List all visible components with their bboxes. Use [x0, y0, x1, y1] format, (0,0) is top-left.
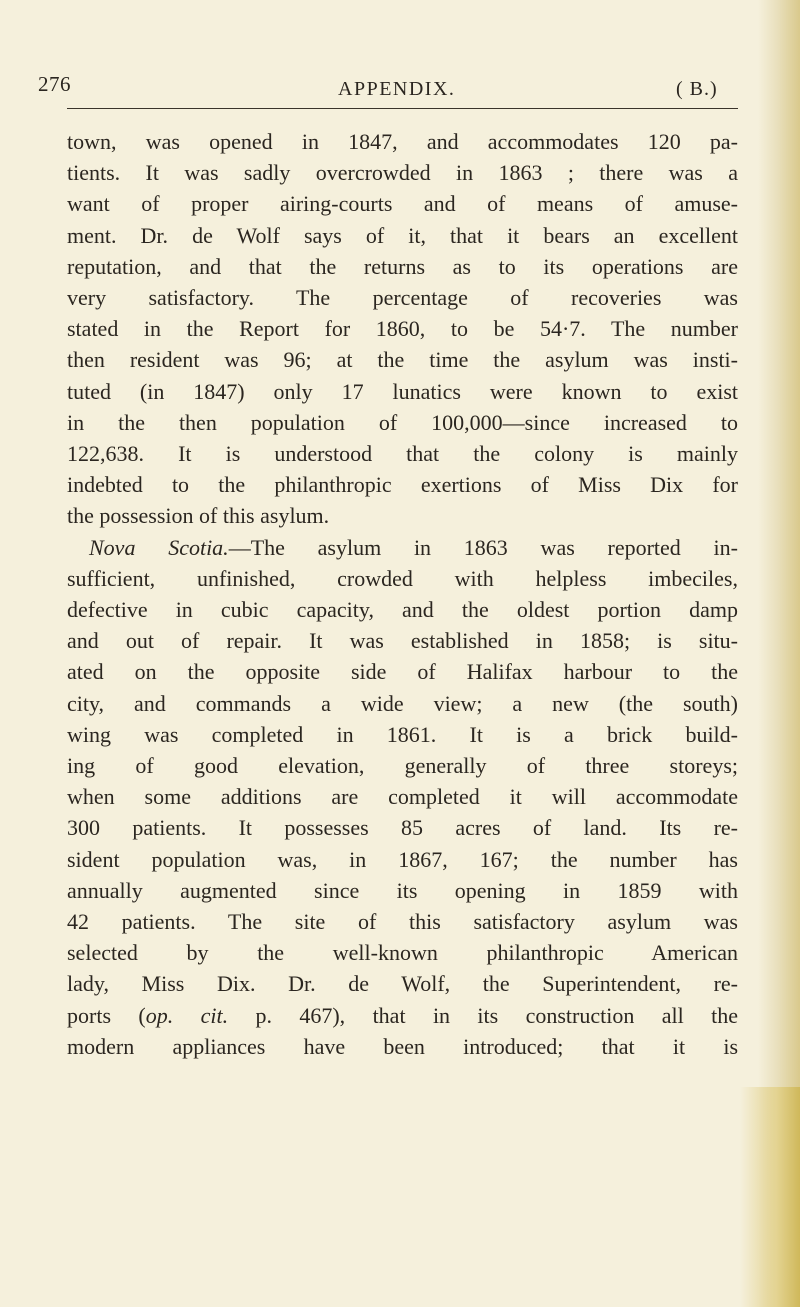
paragraph-1 — [67, 126, 738, 532]
text-line — [67, 532, 738, 563]
text-line: ing of good elevation, generally of three storeys; — [67, 753, 738, 779]
text-line: wing was completed in 1861. It is a brick build- — [67, 721, 738, 747]
text-line: in the then population of 100,000—since increased to — [67, 409, 738, 435]
text-line — [67, 1000, 738, 1031]
text-line: when some additions are completed it will accommodate — [67, 784, 738, 810]
page-number: 276 — [38, 72, 71, 96]
page-header — [38, 72, 738, 102]
text-line: stated in the Report for 1860, to be 54·7. The number — [67, 316, 738, 342]
text-line: ated on the opposite side of Halifax harbour to the — [67, 659, 738, 685]
text-line: want of proper airing-courts and of means of amuse- — [67, 191, 738, 217]
text-line: 300 patients. It possesses 85 acres of land. Its re- — [67, 815, 738, 841]
text-line: annually augmented since its opening in 1859 with — [67, 877, 738, 903]
text-line: the possession of this asylum. — [67, 503, 330, 529]
text-line: and out of repair. It was established in 1858; is situ- — [67, 628, 738, 654]
body-text — [67, 126, 738, 1062]
text-line: tuted (in 1847) only 17 lunatics were known to exist — [67, 378, 738, 404]
running-head: APPENDIX. — [338, 78, 456, 100]
text-line: defective in cubic capacity, and the oldest portion damp — [67, 597, 738, 623]
text-line: town, was opened in 1847, and accommodates 120 pa- — [67, 129, 738, 154]
text-line: 42 patients. The site of this satisfactory asylum was — [67, 909, 738, 935]
text-line: selected by the well-known philanthropic American — [67, 940, 738, 966]
text-line: sident population was, in 1867, 167; the number has — [67, 846, 738, 872]
reference-suffix: p. 467), that in its construction all the — [228, 1002, 738, 1028]
reference-prefix: ports ( — [67, 1002, 146, 1028]
text-line: reputation, and that the returns as to its operations are — [67, 253, 738, 279]
text-line: city, and commands a wide view; a new (the south) — [67, 690, 738, 716]
text-line: ment. Dr. de Wolf says of it, that it bears an excellent — [67, 222, 738, 248]
text-line: sufficient, unfinished, crowded with helpless imbeciles, — [67, 565, 738, 591]
text-line: 122,638. It is understood that the colony is mainly — [67, 441, 738, 467]
text-line: then resident was 96; at the time the asylum was insti- — [67, 347, 738, 373]
section-mark: ( B.) — [676, 78, 718, 100]
page-corner-shading — [740, 1087, 800, 1307]
text-line: tients. It was sadly overcrowded in 1863 ; there was a — [67, 160, 738, 186]
header-rule — [67, 108, 738, 109]
reference-citation: op. cit. — [145, 1002, 229, 1028]
paragraph-heading: Nova Scotia. — [89, 534, 229, 560]
text-line: lady, Miss Dix. Dr. de Wolf, the Superintendent, re- — [67, 971, 738, 997]
paragraph-2 — [67, 532, 738, 1062]
heading-line-text: —The asylum in 1863 was reported in- — [228, 534, 738, 560]
text-line: modern appliances have been introduced; that it is — [67, 1033, 738, 1059]
text-line: very satisfactory. The percentage of recoveries was — [67, 285, 738, 311]
text-line: indebted to the philanthropic exertions of Miss Dix for — [67, 472, 738, 498]
